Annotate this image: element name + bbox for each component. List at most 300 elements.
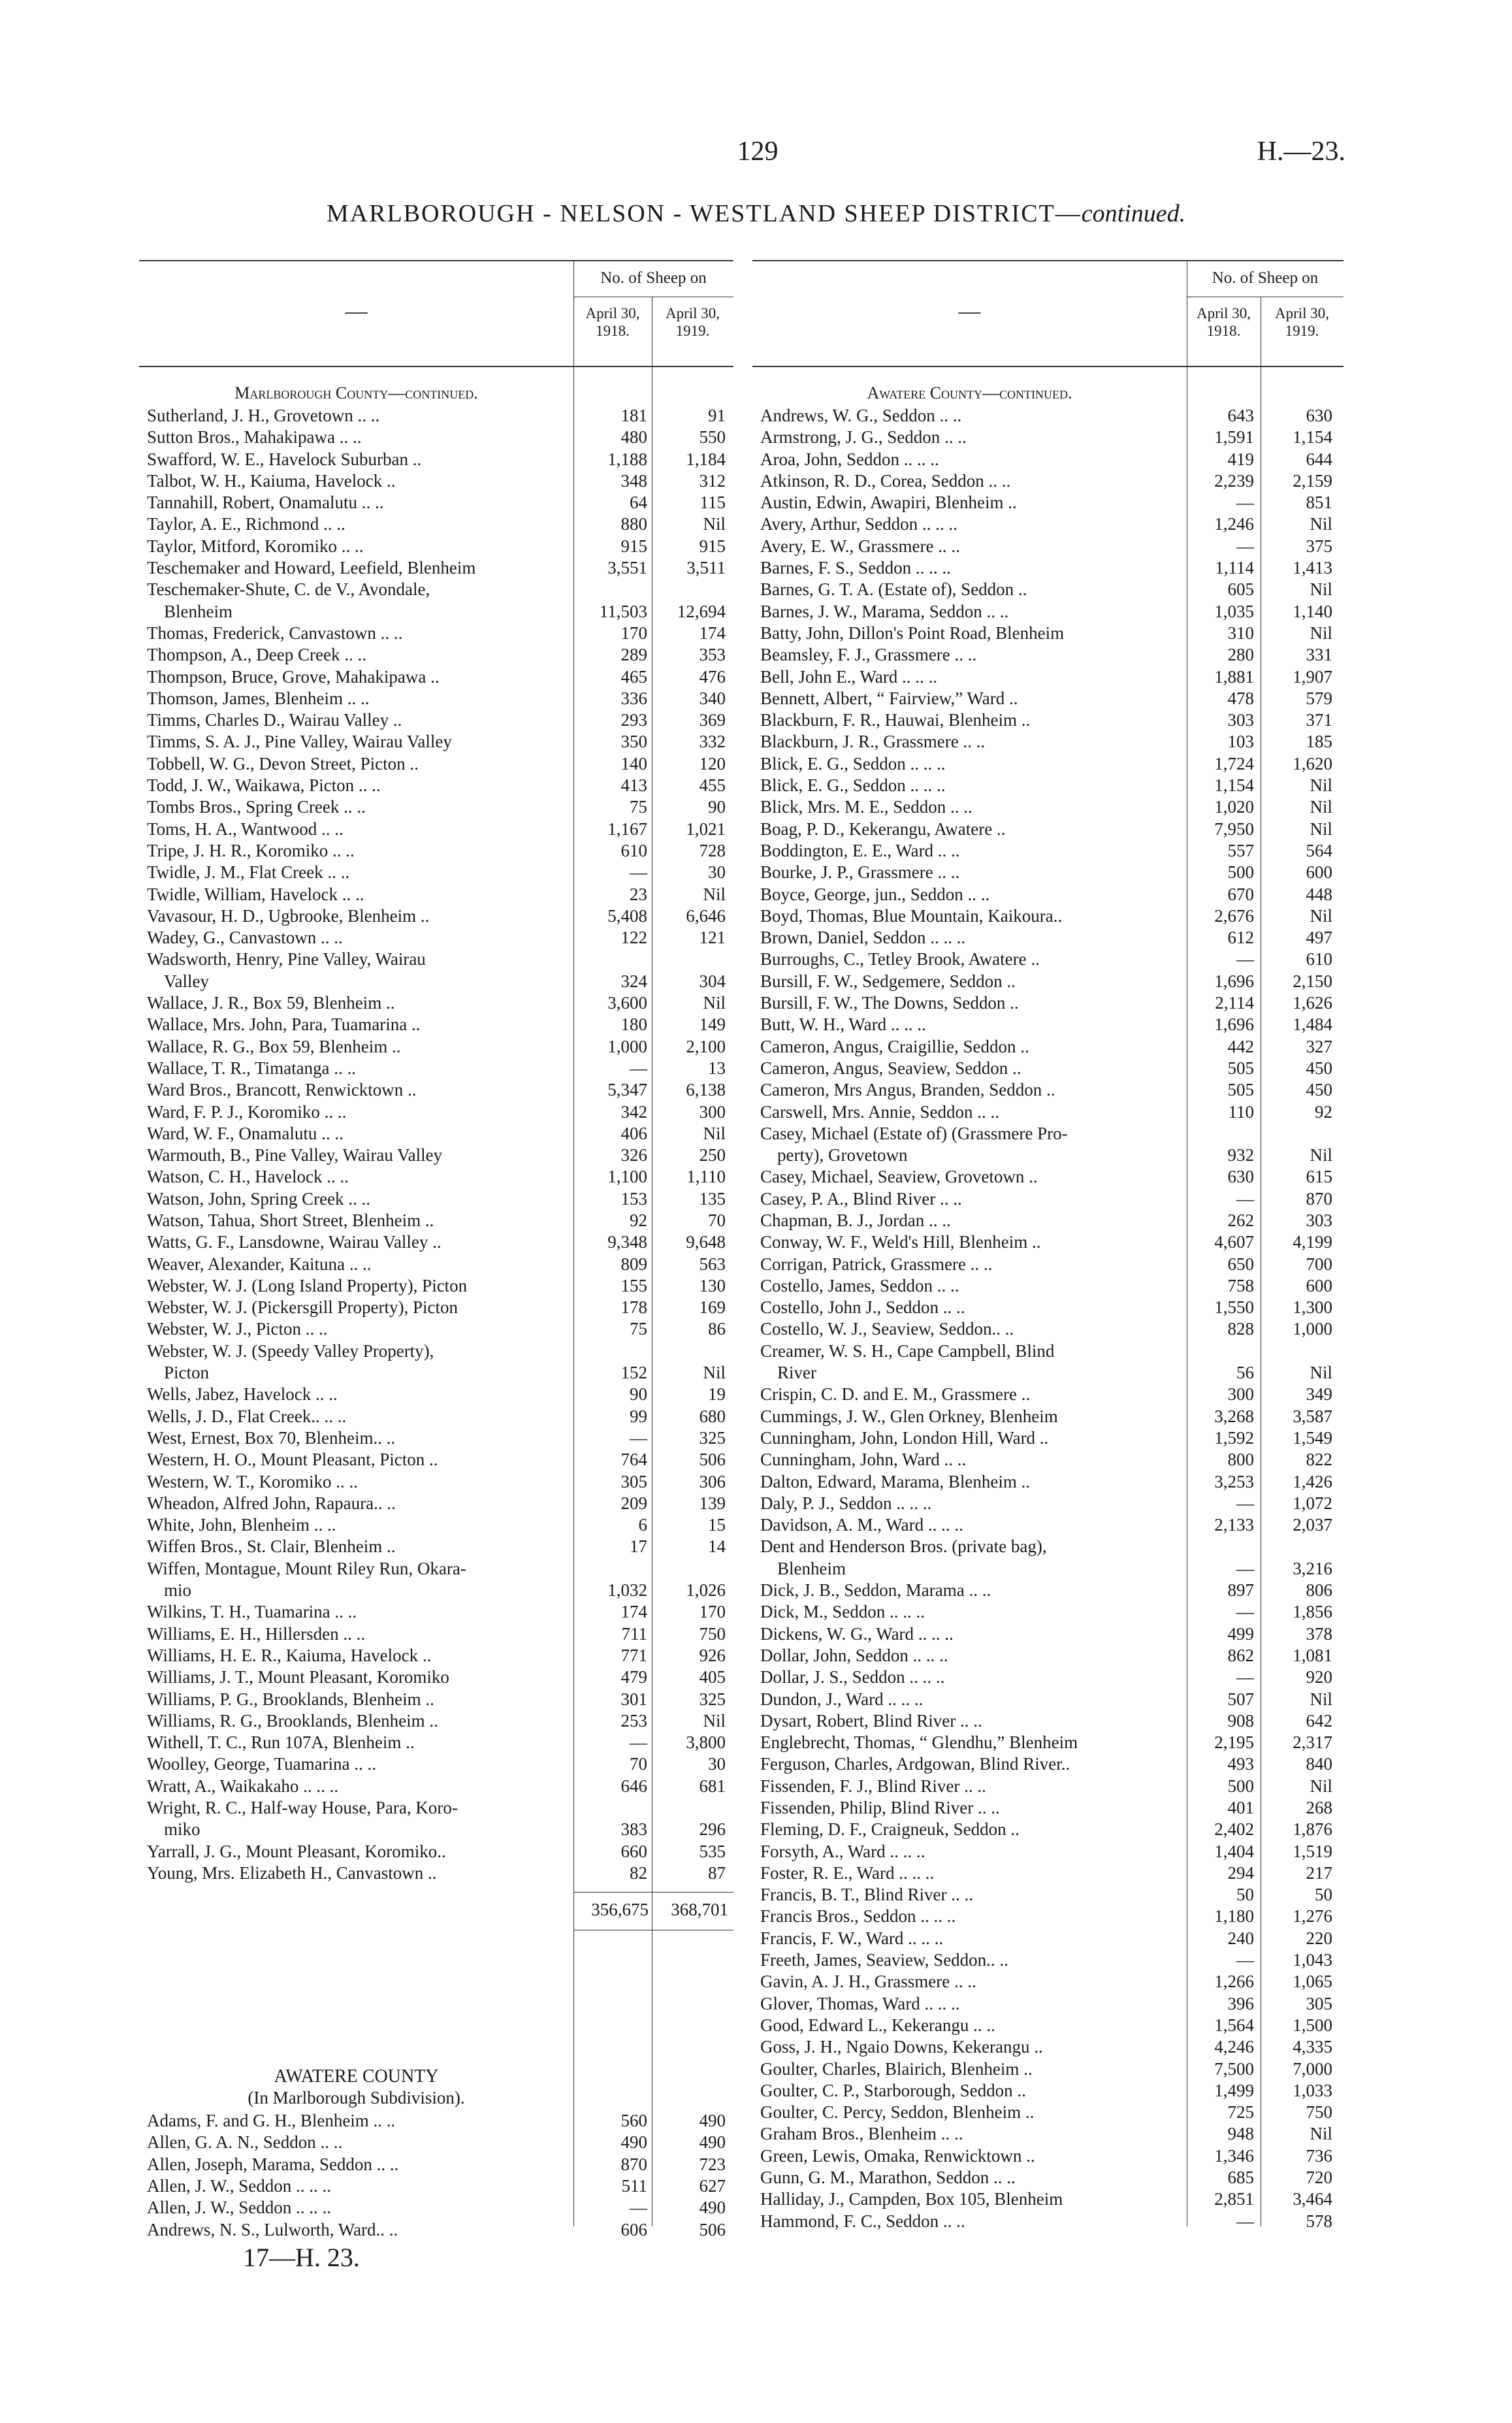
awatere-continued-row xyxy=(752,796,1343,818)
owner-name: Dick, M., Seddon .. .. .. xyxy=(760,1602,925,1622)
sheep-count-1918: 90 xyxy=(630,1384,647,1405)
sheep-count-1919: 750 xyxy=(699,1623,726,1644)
sheep-count-1919: 680 xyxy=(699,1406,726,1426)
marlborough-row xyxy=(139,1514,733,1536)
sheep-count-1919: 1,519 xyxy=(1293,1841,1332,1861)
owner-name: Francis, B. T., Blind River .. .. xyxy=(760,1885,973,1905)
owner-name: Fissenden, Philip, Blind River .. .. xyxy=(760,1798,1000,1817)
marlborough-row xyxy=(139,623,733,644)
owner-name: Blick, Mrs. M. E., Seddon .. .. xyxy=(760,797,973,817)
marlborough-row xyxy=(139,1427,733,1449)
awatere-continued-row xyxy=(752,1210,1343,1231)
sheep-count-1919: 3,800 xyxy=(686,1732,726,1753)
sheep-count-1919: 305 xyxy=(1306,1993,1332,2013)
awatere-continued-row xyxy=(752,1971,1343,1992)
sheep-count-1918: 413 xyxy=(620,775,647,796)
sheep-count-1919: 14 xyxy=(708,1537,726,1557)
sheep-count-1918: 646 xyxy=(620,1776,647,1796)
sheep-count-1918: 507 xyxy=(1227,1689,1254,1709)
sheep-count-1919: 300 xyxy=(699,1101,726,1122)
awatere-continued-row xyxy=(752,992,1343,1014)
sheep-count-1918: 880 xyxy=(620,514,647,534)
right-header-dash: — xyxy=(958,299,981,323)
owner-name: Cummings, J. W., Glen Orkney, Blenheim xyxy=(760,1406,1058,1426)
awatere-continued-row xyxy=(752,2058,1343,2080)
owner-name: Williams, P. G., Brooklands, Blenheim .. xyxy=(147,1689,434,1709)
sheep-count-1919: 806 xyxy=(1306,1580,1332,1601)
sheep-count-1919: Nil xyxy=(703,993,726,1013)
awatere-continued-row xyxy=(752,1667,1343,1688)
sheep-count-1918: 1,592 xyxy=(1214,1427,1254,1448)
owner-name: Twidle, J. M., Flat Creek .. .. xyxy=(147,862,350,883)
marlborough-row xyxy=(139,819,733,840)
sheep-count-1919: 736 xyxy=(1306,2145,1332,2166)
left-header-year-1918: April 30, 1918. xyxy=(585,305,640,339)
owner-name: Wheadon, Alfred John, Rapaura.. .. xyxy=(147,1493,396,1513)
marlborough-row xyxy=(139,709,733,731)
awatere-continued-row xyxy=(752,1928,1343,1949)
sheep-count-1919: 170 xyxy=(699,1602,726,1622)
sheep-count-1919: 19 xyxy=(708,1384,726,1405)
marlborough-row xyxy=(139,1297,733,1318)
owner-name: Barnes, J. W., Marama, Seddon .. .. xyxy=(760,601,1009,621)
sheep-count-1919: 306 xyxy=(699,1471,726,1491)
sheep-count-1918: 948 xyxy=(1227,2124,1254,2144)
awatere-continued-row xyxy=(752,1580,1343,1601)
sheep-count-1918: 897 xyxy=(1227,1580,1254,1601)
marlborough-row xyxy=(139,1732,733,1753)
sheep-count-1918: 180 xyxy=(620,1015,647,1035)
sheep-count-1919: 476 xyxy=(699,666,726,687)
sheep-count-1919: 926 xyxy=(699,1645,726,1665)
sheep-count-1918: 17 xyxy=(630,1537,647,1557)
sheep-count-1919: 1,110 xyxy=(686,1167,726,1187)
awatere-continued-row xyxy=(752,1384,1343,1405)
awatere-continued-row xyxy=(752,1645,1343,1667)
marlborough-row xyxy=(139,427,733,448)
sheep-count-1919: 490 xyxy=(699,2111,726,2131)
sheep-count-1919: 1,033 xyxy=(1293,2080,1332,2100)
sheep-count-1918: 1,266 xyxy=(1214,1972,1254,1992)
sheep-count-1919: 563 xyxy=(699,1254,726,1274)
sheep-count-1919: 91 xyxy=(708,406,726,425)
sheep-count-1919: Nil xyxy=(703,1363,726,1383)
owner-name: Fleming, D. F., Craigneuk, Seddon .. xyxy=(760,1819,1020,1840)
sheep-count-1918: 383 xyxy=(620,1819,647,1840)
sheep-count-1919: 1,021 xyxy=(686,819,726,839)
owner-name: Todd, J. W., Waikawa, Picton .. .. xyxy=(147,775,381,796)
owner-name: Warmouth, B., Pine Valley, Wairau Valley xyxy=(147,1145,443,1165)
marlborough-row xyxy=(139,753,733,775)
sheep-count-1919: 1,043 xyxy=(1293,1950,1332,1970)
marlborough-row xyxy=(139,1254,733,1275)
owner-name: Timms, S. A. J., Pine Valley, Wairau Valley xyxy=(147,732,452,752)
sheep-count-1918: 262 xyxy=(1227,1210,1254,1230)
sheep-count-1918: 557 xyxy=(1227,840,1254,860)
awatere-continued-row xyxy=(752,513,1343,535)
sheep-count-1919: 2,159 xyxy=(1293,470,1332,491)
awatere-continued-row xyxy=(752,1841,1343,1862)
awatere-continued-row xyxy=(752,1014,1343,1035)
sheep-count-1918: 324 xyxy=(620,971,647,991)
owner-name: Yarrall, J. G., Mount Pleasant, Koromiko.. xyxy=(147,1841,446,1861)
sheep-count-1918: 1,246 xyxy=(1214,514,1254,534)
left-table-header xyxy=(139,260,733,367)
sheep-count-1919: 50 xyxy=(1315,1885,1332,1905)
awatere-continued-row xyxy=(752,1601,1343,1623)
sheep-count-1919: 30 xyxy=(708,862,726,883)
owner-name: Twidle, William, Havelock .. .. xyxy=(147,884,364,904)
owner-name: Blackburn, J. R., Grassmere .. .. xyxy=(760,732,986,752)
owner-name: Tripe, J. H. R., Koromiko .. .. xyxy=(147,840,355,860)
sheep-count-1918: 1,035 xyxy=(1214,601,1254,621)
signature-mark: 17—H. 23. xyxy=(243,2243,360,2272)
sheep-count-1918: 140 xyxy=(620,753,647,773)
owner-name: Watts, G. F., Lansdowne, Wairau Valley .. xyxy=(147,1232,442,1252)
awatere-continued-row xyxy=(752,1318,1343,1340)
owner-name: Teschemaker and Howard, Leefield, Blenheim xyxy=(147,558,476,578)
sheep-count-1919: 405 xyxy=(699,1667,726,1687)
owner-name: Dollar, J. S., Seddon .. .. .. xyxy=(760,1667,945,1687)
owner-name: Tannahill, Robert, Onamalutu .. .. xyxy=(147,493,384,513)
sheep-count-1919: 1,626 xyxy=(1293,993,1332,1013)
owner-name: Thomson, James, Blenheim .. .. xyxy=(147,688,370,708)
sheep-count-1919: 644 xyxy=(1306,449,1332,469)
sheep-count-1918: 499 xyxy=(1227,1623,1254,1644)
awatere-continued-row xyxy=(752,601,1343,623)
sheep-count-1919: Nil xyxy=(1310,775,1332,796)
owner-name: Webster, W. J., Picton .. .. xyxy=(147,1319,328,1339)
owner-name: Englebrecht, Thomas, “ Glendhu,” Blenheim xyxy=(760,1732,1078,1753)
sheep-count-1918: 3,253 xyxy=(1214,1471,1254,1491)
sheep-count-1918: 9,348 xyxy=(607,1232,647,1252)
owner-name: Blackburn, F. R., Hauwai, Blenheim .. xyxy=(760,710,1031,730)
sheep-count-1918: — xyxy=(1236,949,1254,969)
sheep-count-1918: 670 xyxy=(1227,884,1254,904)
sheep-count-1918: 660 xyxy=(620,1841,647,1861)
sheep-count-1918: 11,503 xyxy=(599,601,647,621)
sheep-count-1918: 1,000 xyxy=(607,1036,647,1056)
awatere-continued-row xyxy=(752,1275,1343,1297)
marlborough-row xyxy=(139,1710,733,1732)
awatere-continued-row xyxy=(752,1427,1343,1449)
sheep-count-1919: 327 xyxy=(1306,1036,1332,1056)
left-county-title: Marlborough County—continued. xyxy=(234,383,478,402)
owner-name: Andrews, W. G., Seddon .. .. xyxy=(760,406,962,425)
sheep-count-1919: 681 xyxy=(699,1776,726,1796)
sheep-count-1918: 401 xyxy=(1227,1798,1254,1817)
sheep-count-1918: 1,154 xyxy=(1214,775,1254,796)
right-county-title: Awatere County—continued. xyxy=(867,383,1072,402)
sheep-count-1918: 809 xyxy=(620,1254,647,1274)
sheep-count-1918: 442 xyxy=(1227,1036,1254,1056)
sheep-count-1918: 711 xyxy=(621,1623,647,1644)
marlborough-row xyxy=(139,1101,733,1123)
sheep-count-1919: 331 xyxy=(1306,645,1332,665)
owner-name: Halliday, J., Campden, Box 105, Blenheim xyxy=(760,2189,1063,2209)
left-header-year-1919: April 30, 1919. xyxy=(665,305,720,339)
owner-name: Costello, James, Seddon .. .. xyxy=(760,1275,959,1295)
owner-name: Adams, F. and G. H., Blenheim .. .. xyxy=(147,2111,396,2131)
sheep-count-1918: 1,188 xyxy=(607,449,647,469)
sheep-count-1918: — xyxy=(1236,1493,1254,1513)
awatere-county-subtitle: (In Marlborough Subdivision). xyxy=(248,2088,465,2108)
sheep-count-1919: 312 xyxy=(699,470,726,491)
awatere-continued-row xyxy=(752,405,1343,427)
owner-name: Casey, P. A., Blind River .. .. xyxy=(760,1188,962,1209)
sheep-count-1918: 505 xyxy=(1227,1080,1254,1100)
sheep-count-1919: Nil xyxy=(1310,1776,1332,1796)
right-header-group-label: No. of Sheep on xyxy=(1212,269,1319,287)
owner-name: Wells, Jabez, Havelock .. .. xyxy=(147,1384,338,1405)
awatere-continued-row xyxy=(752,971,1343,992)
owner-name: Dundon, J., Ward .. .. .. xyxy=(760,1689,924,1709)
owner-name: Sutton Bros., Mahakipawa .. .. xyxy=(147,427,362,447)
marlborough-row xyxy=(139,1623,733,1645)
awatere-continued-row xyxy=(752,1710,1343,1732)
owner-name: Toms, H. A., Wantwood .. .. xyxy=(147,819,344,839)
sheep-count-1918: 1,550 xyxy=(1214,1297,1254,1318)
sheep-count-1919: 630 xyxy=(1306,406,1332,425)
right-header-year-1919: April 30, 1919. xyxy=(1274,305,1330,339)
sheep-count-1918: 326 xyxy=(620,1145,647,1165)
marlborough-row xyxy=(139,470,733,492)
sheep-count-1918: 4,246 xyxy=(1214,2037,1254,2057)
marlborough-row xyxy=(139,796,733,818)
owner-name: Chapman, B. J., Jordan .. .. xyxy=(760,1210,951,1230)
marlborough-row xyxy=(139,992,733,1014)
sheep-count-1919: 70 xyxy=(708,1210,726,1230)
sheep-count-1919: Nil xyxy=(1310,1689,1332,1709)
sheep-count-1919: 1,300 xyxy=(1293,1297,1332,1318)
sheep-count-1918: 828 xyxy=(1227,1319,1254,1339)
sheep-count-1918: 1,404 xyxy=(1214,1841,1254,1861)
marlborough-row xyxy=(139,1058,733,1079)
sheep-count-1918: 2,195 xyxy=(1214,1732,1254,1753)
sheep-count-1919: 30 xyxy=(708,1754,726,1774)
sheep-count-1919: 506 xyxy=(699,1450,726,1470)
sheep-count-1918: 1,591 xyxy=(1214,427,1254,447)
owner-name: Ward Bros., Brancott, Renwicktown .. xyxy=(147,1080,417,1100)
sheep-count-1918: 800 xyxy=(1227,1450,1254,1470)
sheep-count-1919: 375 xyxy=(1306,536,1332,556)
owner-name: Beamsley, F. J., Grassmere .. .. xyxy=(760,645,977,665)
owner-name: Taylor, A. E., Richmond .. .. xyxy=(147,514,346,534)
owner-name: Bursill, F. W., The Downs, Seddon .. xyxy=(760,993,1019,1013)
awatere-continued-row xyxy=(752,557,1343,579)
sheep-count-1919: 1,484 xyxy=(1293,1015,1332,1035)
marlborough-row xyxy=(139,1079,733,1101)
marlborough-row xyxy=(139,1753,733,1775)
owner-name: Cunningham, John, London Hill, Ward .. xyxy=(760,1427,1049,1448)
sheep-count-1918: 103 xyxy=(1227,732,1254,752)
owner-name: Weaver, Alexander, Kaituna .. .. xyxy=(147,1254,372,1274)
sheep-count-1918: 1,114 xyxy=(1215,558,1254,578)
sheep-count-1919: 578 xyxy=(1306,2211,1332,2231)
owner-name: Williams, E. H., Hillersden .. .. xyxy=(147,1623,366,1644)
sheep-count-1919: 3,587 xyxy=(1293,1406,1332,1426)
sheep-count-1918: 610 xyxy=(620,840,647,860)
owner-name: Davidson, A. M., Ward .. .. .. xyxy=(760,1515,963,1535)
sheep-count-1918: 1,724 xyxy=(1214,753,1254,773)
marlborough-row xyxy=(139,1601,733,1623)
owner-name: Wright, R. C., Half-way House, Para, Koro- miko xyxy=(147,1798,458,1840)
marlborough-row xyxy=(139,1384,733,1405)
awatere-continued-row xyxy=(752,1797,1343,1819)
awatere-continued-row xyxy=(752,1884,1343,1906)
sheep-count-1918: 465 xyxy=(620,666,647,687)
awatere-continued-row xyxy=(752,1188,1343,1210)
marlborough-row xyxy=(139,579,733,623)
owner-name: Dickens, W. G., Ward .. .. .. xyxy=(760,1623,954,1644)
awatere-continued-row xyxy=(752,1123,1343,1167)
marlborough-row xyxy=(139,1166,733,1188)
awatere-continued-row xyxy=(752,2015,1343,2036)
owner-name: Wallace, J. R., Box 59, Blenheim .. xyxy=(147,993,395,1013)
owner-name: Green, Lewis, Omaka, Renwicktown .. xyxy=(760,2145,1035,2166)
sheep-count-1919: 4,199 xyxy=(1293,1232,1332,1252)
marlborough-row xyxy=(139,1797,733,1841)
marlborough-row xyxy=(139,731,733,753)
awatere-continued-row xyxy=(752,470,1343,492)
awatere-continued-row xyxy=(752,579,1343,600)
owner-name: Graham Bros., Blenheim .. .. xyxy=(760,2124,963,2144)
sheep-count-1918: 490 xyxy=(620,2132,647,2153)
marlborough-row xyxy=(139,1449,733,1471)
sheep-count-1919: 174 xyxy=(699,623,726,643)
owner-name: Daly, P. J., Seddon .. .. .. xyxy=(760,1493,932,1513)
awatere-continued-row xyxy=(752,1906,1343,1927)
sheep-count-1918: 50 xyxy=(1236,1885,1254,1905)
sheep-count-1918: 289 xyxy=(620,645,647,665)
owner-name: Butt, W. H., Ward .. .. .. xyxy=(760,1015,926,1035)
owner-name: Cameron, Angus, Craigillie, Seddon .. xyxy=(760,1036,1029,1056)
owner-name: Wadey, G., Canvastown .. .. xyxy=(147,928,343,948)
sheep-count-1918: 1,020 xyxy=(1214,797,1254,817)
owner-name: Watson, C. H., Havelock .. .. xyxy=(147,1167,349,1187)
awatere-continued-row xyxy=(752,1949,1343,1971)
owner-name: Batty, John, Dillon's Point Road, Blenheim xyxy=(760,623,1065,643)
owner-name: Corrigan, Patrick, Grassmere .. .. xyxy=(760,1254,993,1274)
marlborough-row xyxy=(139,449,733,470)
sheep-count-1919: 1,856 xyxy=(1293,1602,1332,1622)
owner-name: Webster, W. J. (Long Island Property), Picton xyxy=(147,1275,468,1295)
sheep-count-1918: 56 xyxy=(1236,1363,1254,1383)
sheep-count-1919: 304 xyxy=(699,971,726,991)
sheep-count-1919: Nil xyxy=(703,514,726,534)
total-1918: 356,675 xyxy=(591,1900,649,1920)
sheep-count-1919: 920 xyxy=(1306,1667,1332,1687)
sheep-count-1918: 560 xyxy=(620,2111,647,2131)
sheep-count-1918: 685 xyxy=(1227,2168,1254,2188)
awatere-rows xyxy=(139,2110,733,2241)
sheep-count-1918: 5,408 xyxy=(607,905,647,926)
awatere-continued-row xyxy=(752,2167,1343,2188)
page-number: 129 xyxy=(737,137,779,167)
owner-name: Watson, John, Spring Creek .. .. xyxy=(147,1188,371,1209)
owner-name: Williams, H. E. R., Kaiuma, Havelock .. xyxy=(147,1645,432,1665)
owner-name: Carswell, Mrs. Annie, Seddon .. .. xyxy=(760,1101,999,1122)
sheep-count-1919: 1,184 xyxy=(686,449,726,469)
owner-name: Talbot, W. H., Kaiuma, Havelock .. xyxy=(147,470,396,491)
awatere-continued-row xyxy=(752,1254,1343,1275)
awatere-continued-row xyxy=(752,1732,1343,1753)
district-title-text: MARLBOROUGH - NELSON - WESTLAND SHEEP DISTRICT— xyxy=(326,200,1082,227)
owner-name: Young, Mrs. Elizabeth H., Canvastown .. xyxy=(147,1862,437,1883)
sheep-count-1918: — xyxy=(1236,1558,1254,1578)
sheep-count-1918: 2,676 xyxy=(1214,905,1254,926)
sheep-count-1919: 6,138 xyxy=(686,1080,726,1100)
owner-name: Tobbell, W. G., Devon Street, Picton .. xyxy=(147,753,419,773)
sheep-count-1918: 23 xyxy=(630,884,647,904)
sheep-count-1919: 1,140 xyxy=(1293,601,1332,621)
sheep-count-1919: 600 xyxy=(1306,862,1332,883)
sheep-count-1919: 130 xyxy=(699,1275,726,1295)
owner-name: Boyce, George, jun., Seddon .. .. xyxy=(760,884,990,904)
marlborough-row xyxy=(139,1406,733,1427)
owner-name: Gavin, A. J. H., Grassmere .. .. xyxy=(760,1972,976,1992)
district-title-continued: continued. xyxy=(1081,200,1186,227)
left-totals xyxy=(139,1892,733,1931)
awatere-continued-row xyxy=(752,1493,1343,1514)
sheep-count-1919: 915 xyxy=(699,536,726,556)
marlborough-row xyxy=(139,666,733,688)
sheep-count-1918: 500 xyxy=(1227,1776,1254,1796)
sheep-count-1918: 630 xyxy=(1227,1167,1254,1187)
awatere-continued-row xyxy=(752,1536,1343,1580)
sheep-count-1919: 296 xyxy=(699,1819,726,1840)
sheep-count-1918: 406 xyxy=(620,1123,647,1143)
owner-name: Aroa, John, Seddon .. .. .. xyxy=(760,449,939,469)
sheep-count-1919: 86 xyxy=(708,1319,726,1339)
sheep-count-1918: 771 xyxy=(620,1645,647,1665)
awatere-continued-row xyxy=(752,819,1343,840)
owner-name: Allen, G. A. N., Seddon .. .. xyxy=(147,2132,343,2153)
sheep-count-1918: 505 xyxy=(1227,1058,1254,1078)
awatere-continued-row xyxy=(752,1166,1343,1188)
sheep-count-1919: 700 xyxy=(1306,1254,1332,1274)
owner-name: Dent and Henderson Bros. (private bag), Blenheim xyxy=(760,1537,1047,1578)
awatere-continued-row xyxy=(752,1297,1343,1318)
sheep-count-1919: 121 xyxy=(699,928,726,948)
sheep-count-1918: 1,032 xyxy=(607,1580,647,1601)
marlborough-row xyxy=(139,1275,733,1297)
owner-name: Good, Edward L., Kekerangu .. .. xyxy=(760,2015,995,2035)
owner-name: Bell, John E., Ward .. .. .. xyxy=(760,666,938,687)
owner-name: Freeth, James, Seaview, Seddon.. .. xyxy=(760,1950,1008,1970)
sheep-count-1919: 325 xyxy=(699,1689,726,1709)
sheep-count-1918: 348 xyxy=(620,470,647,491)
awatere-continued-row xyxy=(752,449,1343,470)
owner-name: Wiffen, Montague, Mount Riley Run, Okara- mio xyxy=(147,1558,466,1601)
sheep-count-1919: 13 xyxy=(708,1058,726,1078)
sheep-count-1918: — xyxy=(1236,1667,1254,1687)
owner-name: Swafford, W. E., Havelock Suburban .. xyxy=(147,449,422,469)
marlborough-row xyxy=(139,1645,733,1667)
owner-name: Western, H. O., Mount Pleasant, Picton .. xyxy=(147,1450,438,1470)
sheep-count-1918: 758 xyxy=(1227,1275,1254,1295)
sheep-count-1919: 728 xyxy=(699,840,726,860)
owner-name: Allen, Joseph, Marama, Seddon .. .. xyxy=(147,2154,399,2174)
sheep-count-1918: 2,133 xyxy=(1214,1515,1254,1535)
sheep-count-1918: 293 xyxy=(620,710,647,730)
sheep-count-1918: 3,268 xyxy=(1214,1406,1254,1426)
sheep-count-1918: 2,239 xyxy=(1214,470,1254,491)
awatere-continued-row xyxy=(752,927,1343,949)
sheep-count-1919: 822 xyxy=(1306,1450,1332,1470)
awatere-continued-row xyxy=(752,1623,1343,1645)
sheep-count-1918: 253 xyxy=(620,1710,647,1731)
